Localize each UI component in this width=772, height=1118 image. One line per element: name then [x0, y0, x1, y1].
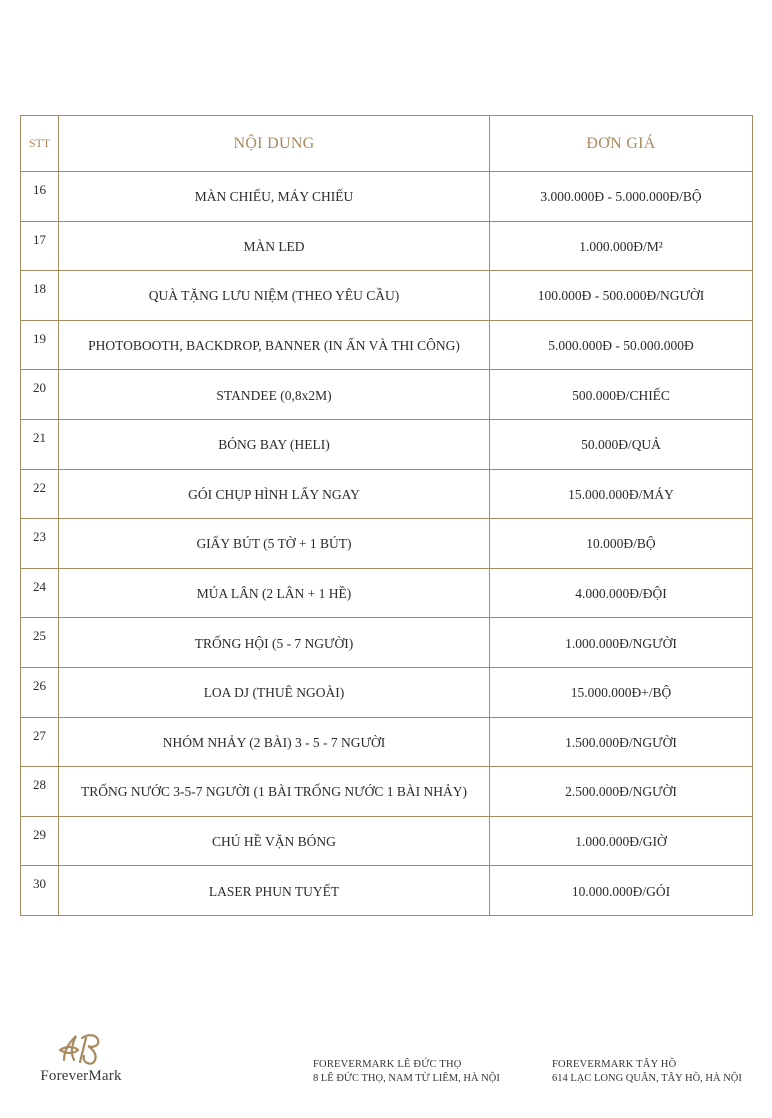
row-stt: 24: [21, 568, 59, 618]
table-row: [21, 717, 753, 767]
table-row: [21, 568, 753, 618]
row-stt: 26: [21, 667, 59, 717]
row-price: 50.000Đ/QUẢ: [490, 419, 753, 469]
table-row: [21, 667, 753, 717]
row-price: 1.000.000Đ/GIỜ: [490, 816, 753, 866]
table-row: [21, 469, 753, 519]
row-stt: 29: [21, 816, 59, 866]
forevermark-monogram-icon: [58, 1032, 104, 1066]
row-price: 100.000Đ - 500.000Đ/NGƯỜI: [490, 271, 753, 321]
row-price: 1.500.000Đ/NGƯỜI: [490, 717, 753, 767]
row-content: TRỐNG HỘI (5 - 7 NGƯỜI): [59, 618, 490, 668]
table-row: [21, 320, 753, 370]
row-stt: 20: [21, 370, 59, 420]
row-price: 10.000Đ/BỘ: [490, 519, 753, 569]
row-stt: 25: [21, 618, 59, 668]
row-price: 500.000Đ/CHIẾC: [490, 370, 753, 420]
row-price: 1.000.000Đ/NGƯỜI: [490, 618, 753, 668]
table-row: [21, 519, 753, 569]
row-price: 1.000.000Đ/M²: [490, 221, 753, 271]
store-name: FOREVERMARK TÂY HỒ: [552, 1059, 677, 1070]
header-stt: STT: [21, 116, 59, 172]
row-stt: 27: [21, 717, 59, 767]
store-address: 614 LẠC LONG QUÂN, TÂY HỒ, HÀ NỘI: [552, 1073, 742, 1084]
row-price: 3.000.000Đ - 5.000.000Đ/BỘ: [490, 172, 753, 222]
store-name: FOREVERMARK LÊ ĐỨC THỌ: [313, 1059, 462, 1070]
table-body: [21, 172, 753, 916]
row-content: MÀN LED: [59, 221, 490, 271]
row-content: MÚA LÂN (2 LÂN + 1 HỀ): [59, 568, 490, 618]
row-stt: 28: [21, 767, 59, 817]
header-price: ĐƠN GIÁ: [490, 116, 753, 172]
price-table: [20, 115, 753, 916]
store-tây-hồ: [552, 1058, 742, 1086]
table-row: [21, 172, 753, 222]
row-content: LOA DJ (THUÊ NGOÀI): [59, 667, 490, 717]
row-content: QUÀ TẶNG LƯU NIỆM (THEO YÊU CẦU): [59, 271, 490, 321]
row-content: TRỐNG NƯỚC 3-5-7 NGƯỜI (1 BÀI TRỐNG NƯỚC 1 BÀI NHẢY): [59, 767, 490, 817]
store-lê-đức-thọ: [313, 1058, 500, 1086]
row-stt: 30: [21, 866, 59, 916]
logo-text: ForeverMark: [40, 1068, 122, 1084]
table-header-row: [21, 116, 753, 172]
row-content: STANDEE (0,8x2M): [59, 370, 490, 420]
row-price: 10.000.000Đ/GÓI: [490, 866, 753, 916]
table-row: [21, 816, 753, 866]
row-price: 15.000.000Đ/MÁY: [490, 469, 753, 519]
row-content: GÓI CHỤP HÌNH LẤY NGAY: [59, 469, 490, 519]
row-content: LASER PHUN TUYẾT: [59, 866, 490, 916]
row-content: CHÚ HỀ VẶN BÓNG: [59, 816, 490, 866]
row-stt: 19: [21, 320, 59, 370]
forevermark-logo: [26, 1032, 136, 1085]
row-stt: 22: [21, 469, 59, 519]
row-price: 4.000.000Đ/ĐỘI: [490, 568, 753, 618]
row-content: MÀN CHIẾU, MÁY CHIẾU: [59, 172, 490, 222]
row-price: 5.000.000Đ - 50.000.000Đ: [490, 320, 753, 370]
table-row: [21, 866, 753, 916]
store-address: 8 LÊ ĐỨC THỌ, NAM TỪ LIÊM, HÀ NỘI: [313, 1073, 500, 1084]
table-row: [21, 419, 753, 469]
table-row: [21, 370, 753, 420]
row-stt: 17: [21, 221, 59, 271]
header-content: NỘI DUNG: [59, 116, 490, 172]
table-row: [21, 618, 753, 668]
row-stt: 23: [21, 519, 59, 569]
table-row: [21, 271, 753, 321]
table-row: [21, 221, 753, 271]
row-content: GIẤY BÚT (5 TỜ + 1 BÚT): [59, 519, 490, 569]
row-content: BÓNG BAY (HELI): [59, 419, 490, 469]
row-stt: 18: [21, 271, 59, 321]
row-price: 15.000.000Đ+/BỘ: [490, 667, 753, 717]
row-stt: 16: [21, 172, 59, 222]
table-row: [21, 767, 753, 817]
row-content: NHÓM NHẢY (2 BÀI) 3 - 5 - 7 NGƯỜI: [59, 717, 490, 767]
row-stt: 21: [21, 419, 59, 469]
row-price: 2.500.000Đ/NGƯỜI: [490, 767, 753, 817]
row-content: PHOTOBOOTH, BACKDROP, BANNER (IN ẤN VÀ THI CÔNG): [59, 320, 490, 370]
